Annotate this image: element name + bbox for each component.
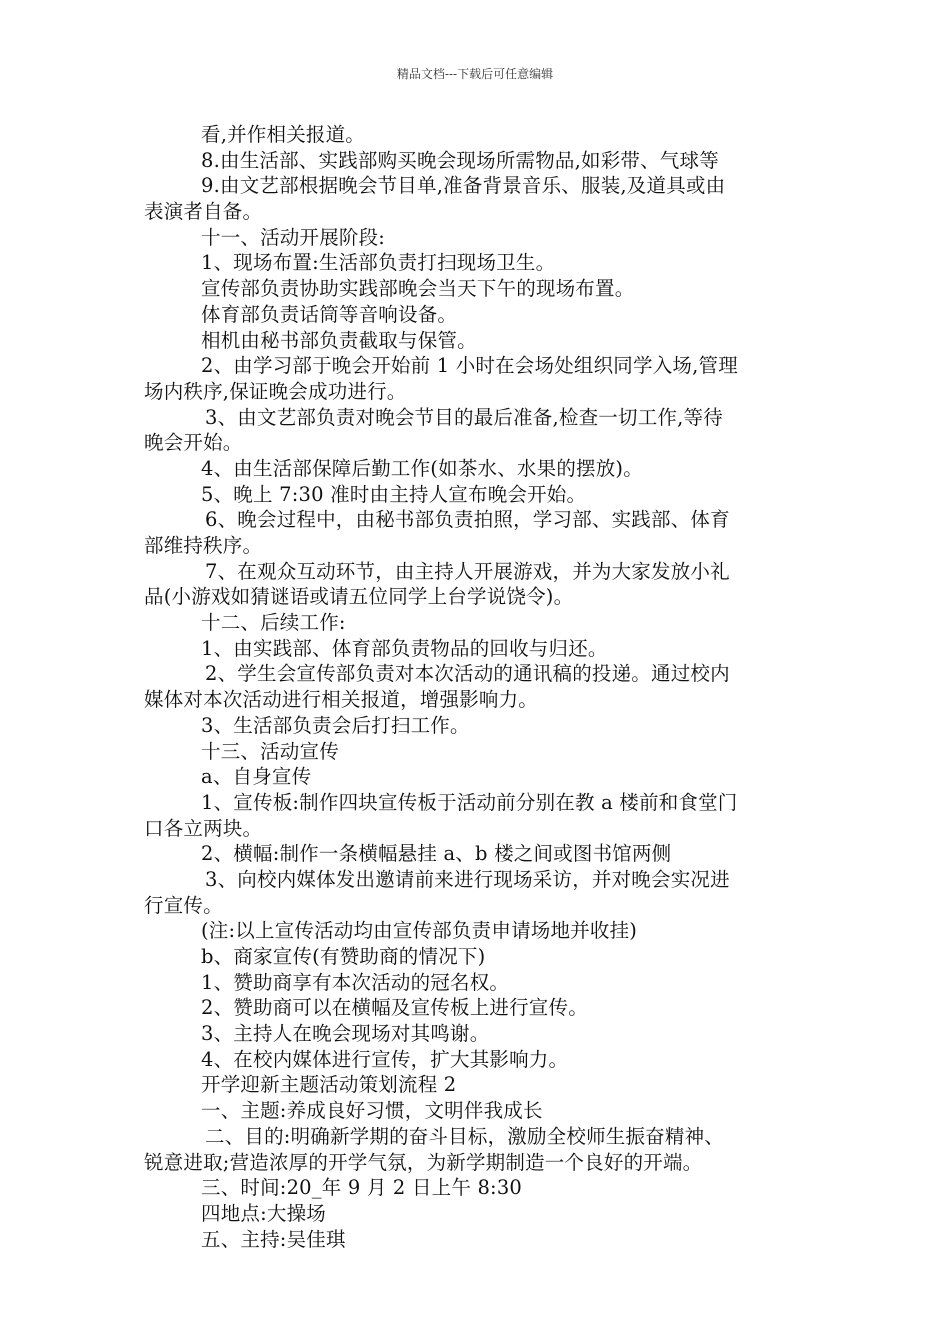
text-line: 9.由文艺部根据晚会节目单,准备背景音乐、服装,及道具或由 [201, 174, 726, 198]
text-line: 8.由生活部、实践部购买晚会现场所需物品,如彩带、气球等 [201, 148, 719, 172]
text-line: 开学迎新主题活动策划流程 2 [201, 1073, 457, 1097]
text-line: 相机由秘书部负责截取与保管。 [201, 328, 477, 352]
text-line: 4、在校内媒体进行宣传，扩大其影响力。 [201, 1047, 569, 1071]
text-line: 三、时间:20_年 9 月 2 日上午 8:30 [201, 1176, 523, 1200]
page-header: 精品文档---下载后可任意编辑 [396, 67, 554, 81]
text-line: b、商家宣传(有赞助商的情况下) [201, 945, 486, 968]
text-line: 口各立两块。 [144, 816, 263, 840]
text-line: 2、由学习部于晚会开始前 1 小时在会场处组织同学入场,管理 [201, 354, 738, 378]
text-line: 2、学生会宣传部负责对本次活动的通讯稿的投递。通过校内 [205, 662, 730, 686]
text-line: 1、现场布置:生活部负责打扫现场卫生。 [201, 251, 556, 275]
text-line: 晚会开始。 [144, 431, 243, 455]
text-line: 3、由文艺部负责对晚会节目的最后准备,检查一切工作,等待 [205, 405, 723, 429]
text-line: 7、在观众互动环节，由主持人开展游戏，并为大家发放小礼 [205, 559, 730, 583]
text-line: 3、向校内媒体发出邀请前来进行现场采访，并对晚会实况进 [205, 867, 730, 891]
text-line: 部维持秩序。 [144, 534, 263, 557]
text-line: 四地点:大操场 [201, 1201, 326, 1225]
text-line: 6、晚会过程中，由秘书部负责拍照，学习部、实践部、体育 [205, 508, 730, 532]
text-line: 看,并作相关报道。 [201, 123, 365, 146]
text-line: 1、宣传板:制作四块宣传板于活动前分别在教 a 楼前和食堂门 [201, 790, 738, 814]
text-line: (注:以上宣传活动均由宣传部负责申请场地并收挂) [201, 919, 638, 943]
text-line: 场内秩序,保证晚会成功进行。 [144, 379, 407, 403]
text-line: 3、生活部负责会后打扫工作。 [201, 713, 470, 737]
text-line: 4、由生活部保障后勤工作(如茶水、水果的摆放)。 [201, 456, 643, 480]
text-line: 五、主持:吴佳琪 [201, 1227, 346, 1251]
text-line: 二、目的:明确新学期的奋斗目标，激励全校师生振奋精神、 [205, 1124, 724, 1148]
text-line: 十三、活动宣传 [201, 739, 339, 763]
text-line: 行宣传。 [144, 893, 223, 917]
text-line: a、自身宣传 [201, 765, 312, 789]
text-line: 3、主持人在晚会现场对其鸣谢。 [201, 1022, 490, 1046]
document-body [144, 122, 814, 1252]
text-line: 体育部负责话筒等音响设备。 [201, 302, 458, 326]
text-line: 2、赞助商可以在横幅及宣传板上进行宣传。 [201, 996, 588, 1020]
text-line: 一、主题:养成良好习惯，文明伴我成长 [201, 1099, 543, 1123]
text-line: 十二、后续工作: [201, 611, 346, 635]
text-line: 品(小游戏如猜谜语或请五位同学上台学说饶令)。 [144, 585, 574, 609]
text-line: 5、晚上 7:30 准时由主持人宣布晚会开始。 [201, 482, 587, 506]
text-line: 锐意进取;营造浓厚的开学气氛，为新学期制造一个良好的开端。 [144, 1150, 703, 1174]
text-line: 十一、活动开展阶段: [201, 225, 386, 249]
text-line: 媒体对本次活动进行相关报道，增强影响力。 [144, 688, 539, 712]
text-line: 1、赞助商享有本次活动的冠名权。 [201, 970, 510, 994]
text-line: 1、由实践部、体育部负责物品的回收与归还。 [201, 636, 608, 660]
text-line: 表演者自备。 [144, 200, 263, 224]
text-line: 2、横幅:制作一条横幅悬挂 a、b 楼之间或图书馆两侧 [201, 842, 672, 866]
text-line: 宣传部负责协助实践部晚会当天下午的现场布置。 [201, 277, 635, 301]
